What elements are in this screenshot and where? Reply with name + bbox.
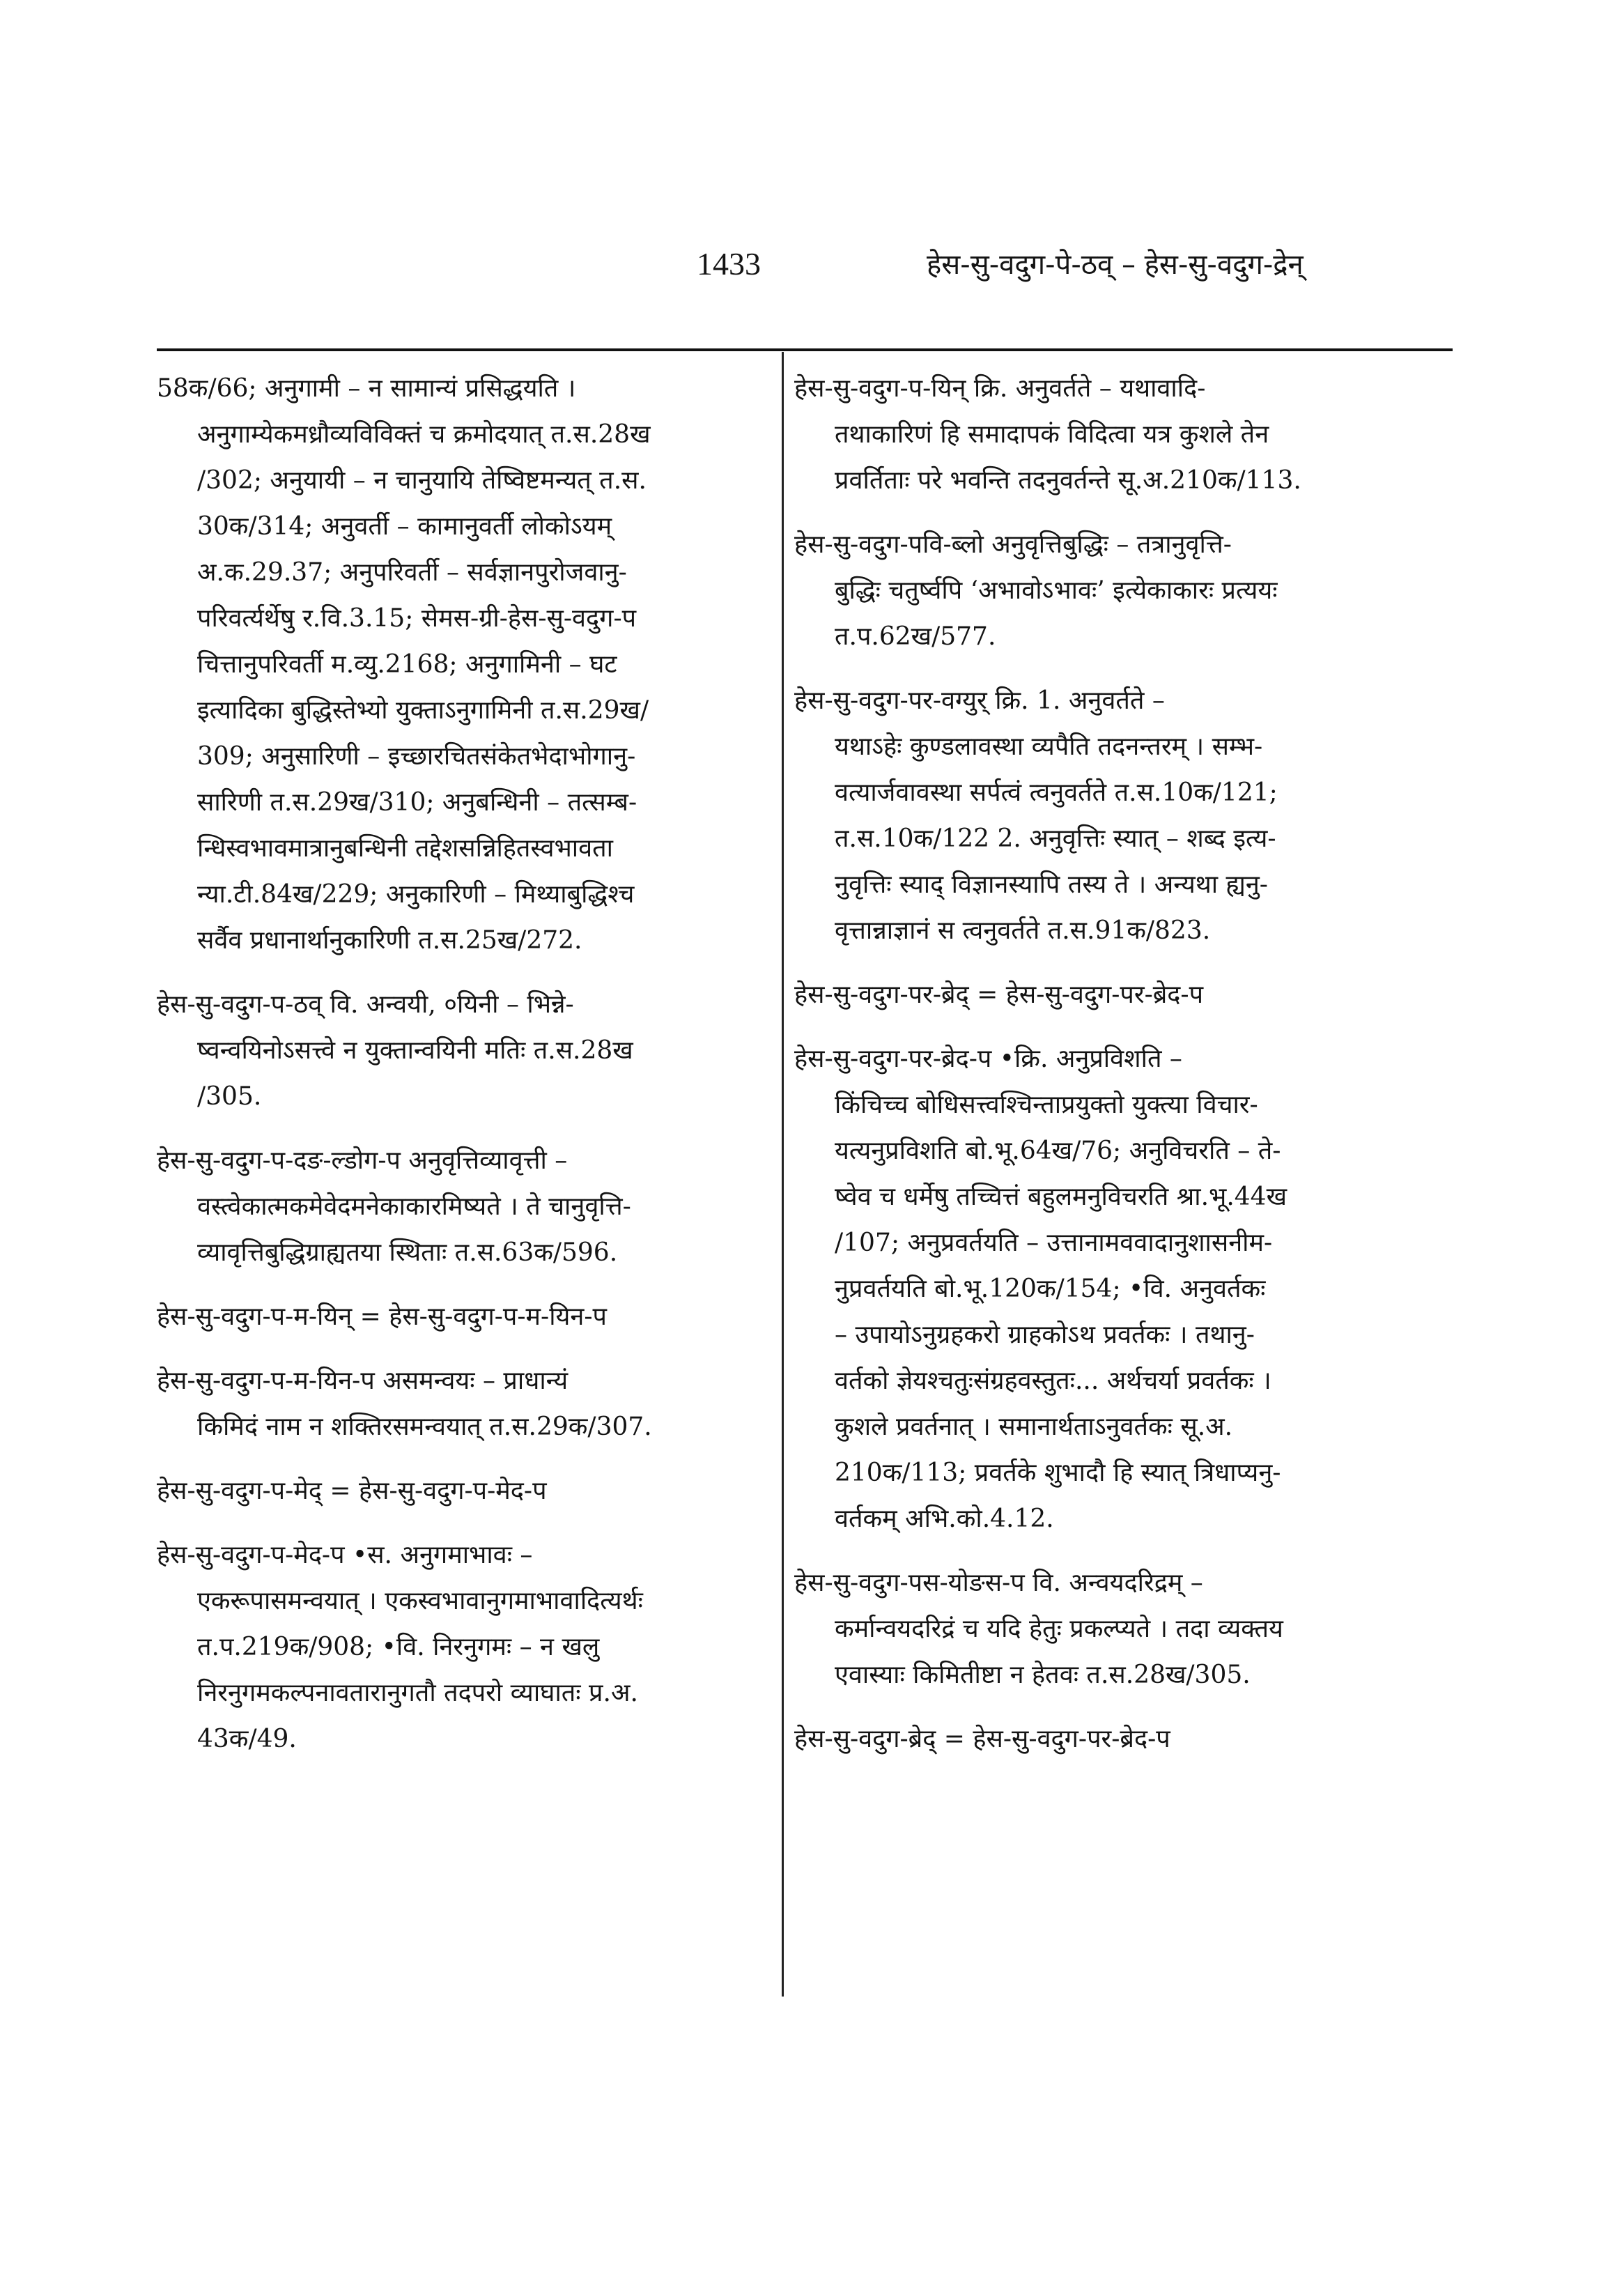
entry-line: अनुगाम्येकमध्रौव्यविविक्तं च क्रमोदयात् त.स.28ख [197,420,651,449]
dictionary-entry [157,1138,752,1276]
entry-headline: हेस-सु-वदुग-प-मेद-प •स. अनुगमाभावः – [157,1541,533,1569]
header-rule [157,348,1453,351]
entry-line: अ.क.29.37; अनुपरिवर्ती – सर्वज्ञानपुरोजवानु- [197,558,627,587]
dictionary-entry [157,366,752,964]
entry-line: /305. [197,1082,262,1111]
entry-line: न्धिस्वभावमात्रानुबन्धिनी तद्देशसन्निहितस्वभावता [197,834,613,863]
entry-line: इत्यादिका बुद्धिस्तेभ्यो युक्ताऽनुगामिनी त.स.29ख/ [197,696,649,725]
entry-line: यथाऽहेः कुण्डलावस्था व्यपैति तदनन्तरम् । सम्भ- [835,732,1263,761]
entry-line: ष्वन्वयिनोऽसत्त्वे न युक्तान्वयिनी मतिः त.स.28ख [197,1036,633,1065]
entry-line: 309; अनुसारिणी – इच्छारचितसंकेतभेदाभोगानु- [197,742,636,771]
entry-line: व्यावृत्तिबुद्धिग्राह्यतया स्थिताः त.स.63क/596. [197,1238,618,1267]
entry-line: किंचिच्च बोधिसत्त्वश्चिन्ताप्रयुक्तो युक्त्या विचार- [835,1091,1258,1119]
dictionary-entry [794,1036,1397,1542]
entry-headline: हेस-सु-वदुग-पर-ब्रेद् = हेस-सु-वदुग-पर-ब्रेद-प [794,980,1204,1009]
dictionary-entry [794,1716,1397,1762]
entry-headline: हेस-सु-वदुग-पस-योङस-प वि. अन्वयदरिद्रम् – [794,1569,1203,1597]
entry-line: एवास्याः किमितीष्टा न हेतवः त.स.28ख/305. [835,1661,1251,1689]
entry-line: निरनुगमकल्पनावतारानुगतौ तदपरो व्याघातः प्र.अ. [197,1679,638,1707]
entry-line: वर्तकम् अभि.को.4.12. [835,1505,1054,1533]
entry-line: कुशले प्रवर्तनात् । समानार्थताऽनुवर्तकः सू.अ. [835,1413,1233,1441]
entry-line: 210क/113; प्रवर्तके शुभादौ हि स्यात् त्रिधाप्यनु- [835,1459,1281,1487]
entry-line: /107; अनुप्रवर्तयति – उत्तानामववादानुशासनीम- [835,1229,1273,1257]
entry-headline: 58क/66; अनुगामी – न सामान्यं प्रसिद्धयति । [157,374,576,403]
entry-line: ष्वेव च धर्मेषु तच्चित्तं बहुलमनुविचरति श्रा.भू.44ख [835,1183,1287,1211]
entry-line: किमिदं नाम न शक्तिरसमन्वयात् त.स.29क/307. [197,1413,652,1441]
entry-headline: हेस-सु-वदुग-प-म-यिन् = हेस-सु-वदुग-प-म-यिन-प [157,1302,607,1331]
dictionary-entry [157,982,752,1120]
entry-line: वृत्तान्नाज्ञानं स त्वनुवर्तते त.स.91क/823. [835,916,1211,945]
entry-line: एकरूपासमन्वयात् । एकस्वभावानुगमाभावादित्यर्थः [197,1587,643,1615]
entry-line: नुवृत्तिः स्याद् विज्ञानस्यापि तस्य ते । अन्यथा ह्यनु- [835,870,1268,899]
entry-headline: हेस-सु-वदुग-प-यिन् क्रि. अनुवर्तते – यथावादि- [794,374,1206,403]
entry-line: बुद्धिः चतुर्ष्वपि ‘अभावोऽभावः’ इत्येकाकारः प्रत्ययः [835,576,1278,605]
entry-line: प्रवर्तिताः परे भवन्ति तदनुवर्तन्ते सू.अ.210क/113. [835,466,1301,495]
entry-line: यत्यनुप्रविशति बो.भू.64ख/76; अनुविचरति – ते- [835,1137,1281,1165]
dictionary-entry [794,366,1397,504]
dictionary-entry [794,1560,1397,1698]
entry-line: वत्यार्जवावस्था सर्पत्वं त्वनुवर्तते त.स.10क/121; [835,778,1278,807]
entry-line: त.प.62ख/577. [835,622,996,651]
entry-line: सारिणी त.स.29ख/310; अनुबन्धिनी – तत्सम्ब- [197,788,637,817]
entry-line: नुप्रवर्तयति बो.भू.120क/154; •वि. अनुवर्तकः [835,1275,1266,1303]
entry-line: 30क/314; अनुवर्ती – कामानुवर्ती लोकोऽयम् [197,512,612,541]
dictionary-entry [157,1532,752,1762]
dictionary-entry [157,1358,752,1450]
dictionary-entry [794,678,1397,954]
entry-headline: हेस-सु-वदुग-प-ठव् वि. अन्वयी, ०यिनी – भिन्ने- [157,990,574,1019]
entry-line: त.स.10क/122 2. अनुवृत्तिः स्यात् – शब्द इत्य- [835,824,1276,853]
entry-line: तथाकारिणं हि समादापकं विदित्वा यत्र कुशले तेन [835,420,1269,449]
entry-line: वर्तको ज्ञेयश्चतुःसंग्रहवस्तुतः... अर्थचर्या प्रवर्तकः । [835,1367,1271,1395]
entry-headline: हेस-सु-वदुग-पर-वग्युर् क्रि. 1. अनुवर्तते – [794,686,1165,715]
page-number: 1433 [697,246,761,282]
entry-headline: हेस-सु-वदुग-ब्रेद् = हेस-सु-वदुग-पर-ब्रेद-प [794,1725,1170,1753]
entry-line: 43क/49. [197,1725,297,1753]
entry-headline: हेस-सु-वदुग-प-म-यिन-प असमन्वयः – प्राधान्यं [157,1367,569,1395]
entry-line: /302; अनुयायी – न चानुयायि तेष्विष्टमन्यत् त.स. [197,466,647,495]
entry-line: त.प.219क/908; •वि. निरनुगमः – न खलु [197,1633,600,1661]
entry-headline: हेस-सु-वदुग-पवि-ब्लो अनुवृत्तिबुद्धिः – तत्रानुवृत्ति- [794,530,1232,559]
running-head: हेस-सु-वदुग-पे-ठव् – हेस-सु-वदुग-द्रेन् [927,249,1304,281]
entry-line: सर्वैव प्रधानार्थानुकारिणी त.स.25ख/272. [197,926,582,955]
entry-headline: हेस-सु-वदुग-प-दङ-ल्डोग-प अनुवृत्तिव्यावृत्ती – [157,1146,568,1175]
left-column [157,366,752,1780]
entry-line: कर्मान्वयदरिद्रं च यदि हेतुः प्रकल्प्यते । तदा व्यक्तय [835,1615,1283,1643]
dictionary-entry [794,972,1397,1018]
entry-line: परिवर्त्यर्थेषु र.वि.3.15; सेमस-ग्री-हेस-सु-वदुग-प [197,604,637,633]
entry-line: न्या.टी.84ख/229; अनुकारिणी – मिथ्याबुद्धिश्च [197,880,635,909]
right-column [794,366,1397,1780]
entry-line: – उपायोऽनुग्रहकरो ग्राहकोऽथ प्रवर्तकः । तथानु- [835,1321,1255,1349]
dictionary-entry [794,522,1397,660]
dictionary-entry [157,1294,752,1340]
entry-headline: हेस-सु-वदुग-पर-ब्रेद-प •क्रि. अनुप्रविशति – [794,1045,1182,1073]
column-divider [782,352,784,1997]
dictionary-entry [157,1468,752,1514]
entry-headline: हेस-सु-वदुग-प-मेद् = हेस-सु-वदुग-प-मेद-प [157,1477,547,1505]
entry-line: वस्त्वेकात्मकमेवेदमनेकाकारमिष्यते । ते चानुवृत्ति- [197,1192,631,1221]
entry-line: चित्तानुपरिवर्ती म.व्यु.2168; अनुगामिनी – घट [197,650,617,679]
